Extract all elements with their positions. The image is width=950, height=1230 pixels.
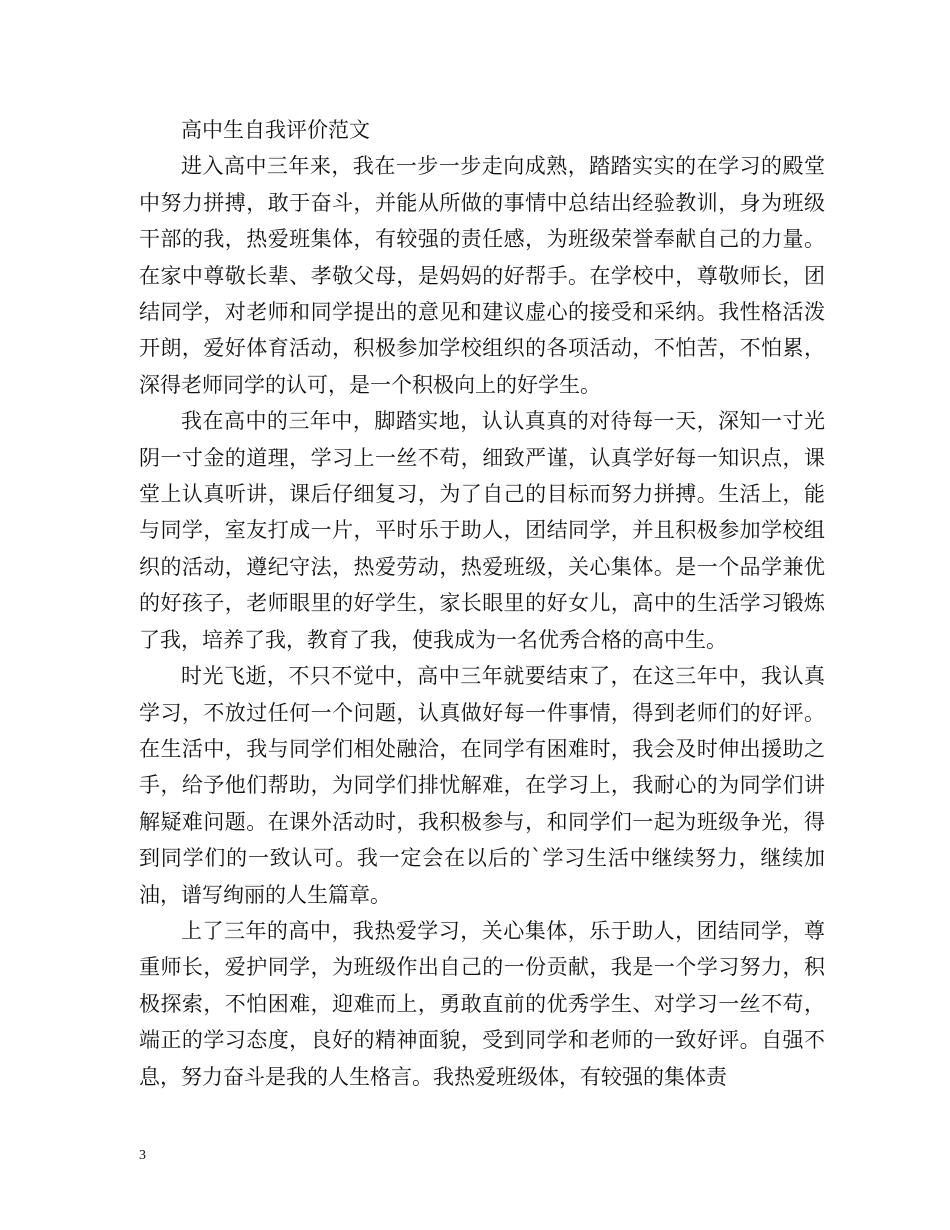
paragraph: 时光飞逝，不只不觉中，高中三年就要结束了，在这三年中，我认真学习，不放过任何一个问题，认真做好每一件事情，得到老师们的好评。在生活中，我与同学们相处融洽，在同学有困难时，我会及时伸出援助之手，给予他们帮助，为同学们排忧解难，在学习上，我耐心的为同学们讲解疑难问题。在课外活动时，我积极参与，和同学们一起为班级争光，得到同学们的一致认可。我一定会在以后的`学习生活中继续努力，继续加油，谱写绚丽的人生篇章。 (139, 664, 825, 907)
document-title: 高中生自我评价范文 (181, 118, 370, 142)
paragraph: 我在高中的三年中，脚踏实地，认认真真的对待每一天，深知一寸光阴一寸金的道理，学习上一丝不苟，细致严谨，认真学好每一知识点，课堂上认真听讲，课后仔细复习，为了自己的目标而努力拼搏。生活上，能与同学，室友打成一片，平时乐于助人，团结同学，并且积极参加学校组织的活动，遵纪守法，热爱劳动，热爱班级，关心集体。是一个品学兼优的好孩子，老师眼里的好学生，家长眼里的好女儿，高中的生活学习锻炼了我，培养了我，教育了我，使我成为一名优秀合格的高中生。 (139, 409, 825, 652)
page-number: 3 (139, 1148, 146, 1163)
paragraph: 进入高中三年来，我在一步一步走向成熟，踏踏实实的在学习的殿堂中努力拼搏，敢于奋斗，并能从所做的事情中总结出经验教训，身为班级干部的我，热爱班集体，有较强的责任感，为班级荣誉奉献自己的力量。在家中尊敬长辈、孝敬父母，是妈妈的好帮手。在学校中，尊敬师长，团结同学，对老师和同学提出的意见和建议虚心的接受和采纳。我性格活泼开朗，爱好体育活动，积极参加学校组织的各项活动，不怕苦，不怕累，深得老师同学的认可，是一个积极向上的好学生。 (139, 154, 825, 397)
paragraph: 上了三年的高中，我热爱学习，关心集体，乐于助人，团结同学，尊重师长，爱护同学，为班级作出自己的一份贡献，我是一个学习努力，积极探索，不怕困难，迎难而上，勇敢直前的优秀学生、对学习一丝不苟，端正的学习态度，良好的精神面貌，受到同学和老师的一致好评。自强不息，努力奋斗是我的人生格言。我热爱班级体，有较强的集体责 (139, 918, 825, 1089)
document-body (139, 112, 825, 1095)
